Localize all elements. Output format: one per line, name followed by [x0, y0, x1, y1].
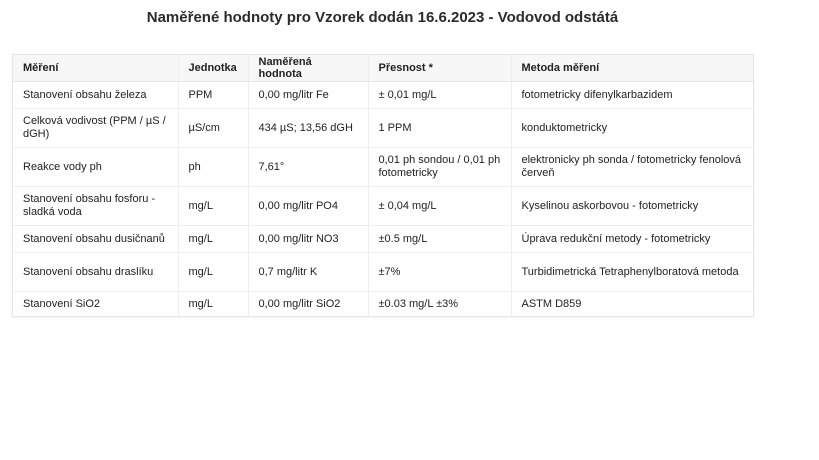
cell-accuracy: ± 0,01 mg/L	[368, 82, 511, 109]
cell-unit: mg/L	[178, 187, 248, 226]
cell-accuracy: 1 PPM	[368, 109, 511, 148]
cell-unit: mg/L	[178, 226, 248, 253]
cell-accuracy: ±7%	[368, 253, 511, 292]
cell-method: elektronicky ph sonda / fotometricky fenolová červeň	[511, 148, 753, 187]
measurements-table-container	[12, 54, 754, 317]
cell-measured-value: 0,00 mg/litr NO3	[248, 226, 368, 253]
cell-unit: mg/L	[178, 292, 248, 317]
table-row	[13, 148, 753, 187]
cell-unit: ph	[178, 148, 248, 187]
table-row	[13, 187, 753, 226]
cell-method: konduktometricky	[511, 109, 753, 148]
cell-measured-value: 434 µS; 13,56 dGH	[248, 109, 368, 148]
cell-measurement: Stanovení obsahu dusičnanů	[13, 226, 178, 253]
cell-method: Úprava redukční metody - fotometricky	[511, 226, 753, 253]
table-row	[13, 292, 753, 317]
table-row	[13, 253, 753, 292]
cell-accuracy: 0,01 ph sondou / 0,01 ph fotometricky	[368, 148, 511, 187]
cell-method: Turbidimetrická Tetraphenylboratová metoda	[511, 253, 753, 292]
cell-measurement: Stanovení SiO2	[13, 292, 178, 317]
cell-accuracy: ± 0,04 mg/L	[368, 187, 511, 226]
page-title: Naměřené hodnoty pro Vzorek dodán 16.6.2023 - Vodovod odstátá	[146, 9, 619, 26]
cell-measured-value: 0,00 mg/litr Fe	[248, 82, 368, 109]
cell-unit: PPM	[178, 82, 248, 109]
table-row	[13, 109, 753, 148]
header-measurement: Měření	[13, 55, 178, 82]
header-method: Metoda měření	[511, 55, 753, 82]
measurements-table	[13, 55, 753, 316]
cell-method: Kyselinou askorbovou - fotometricky	[511, 187, 753, 226]
cell-accuracy: ±0.5 mg/L	[368, 226, 511, 253]
cell-unit: µS/cm	[178, 109, 248, 148]
cell-measured-value: 0,7 mg/litr K	[248, 253, 368, 292]
cell-measurement: Stanovení obsahu fosforu - sladká voda	[13, 187, 178, 226]
table-row	[13, 226, 753, 253]
cell-measurement: Stanovení obsahu draslíku	[13, 253, 178, 292]
cell-measurement: Stanovení obsahu železa	[13, 82, 178, 109]
cell-measured-value: 0,00 mg/litr SiO2	[248, 292, 368, 317]
cell-accuracy: ±0.03 mg/L ±3%	[368, 292, 511, 317]
cell-measured-value: 0,00 mg/litr PO4	[248, 187, 368, 226]
cell-measurement: Reakce vody ph	[13, 148, 178, 187]
cell-measured-value: 7,61°	[248, 148, 368, 187]
header-measured-value: Naměřená hodnota	[248, 55, 368, 82]
header-accuracy: Přesnost *	[368, 55, 511, 82]
table-header-row	[13, 55, 753, 82]
cell-unit: mg/L	[178, 253, 248, 292]
header-unit: Jednotka	[178, 55, 248, 82]
cell-measurement: Celková vodivost (PPM / µS / dGH)	[13, 109, 178, 148]
cell-method: ASTM D859	[521, 297, 582, 310]
cell-method: fotometricky difenylkarbazidem	[511, 82, 753, 109]
table-row	[13, 82, 753, 109]
